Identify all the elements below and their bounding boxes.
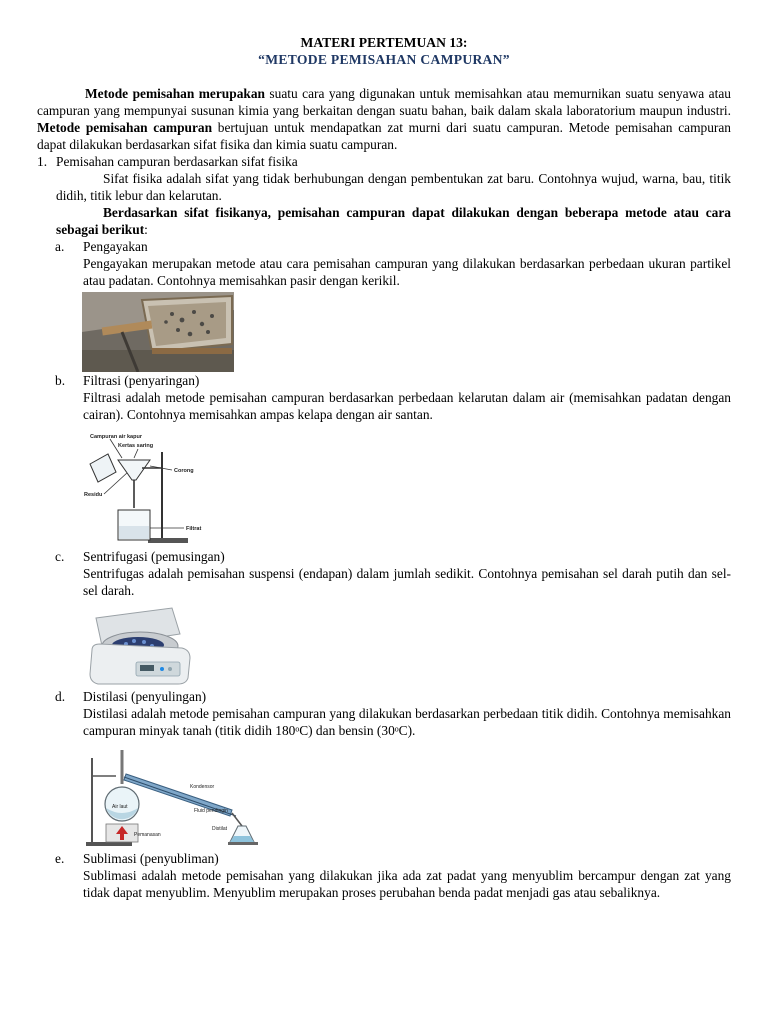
method-item-a [55,238,731,255]
centrifuge-photo [82,604,196,688]
method-name: Pengayakan [83,239,148,254]
label-residue: Residu [84,492,103,498]
label-funnel: Corong [174,468,194,474]
page-title: MATERI PERTEMUAN 13: [300,35,468,50]
section-1-lead-bold: Berdasarkan sifat fisikanya, pemisahan campuran dapat dilakukan dengan beberapa metode atau cara sebagai berikut [56,205,731,237]
method-item-c [55,548,731,565]
method-letter: b. [55,373,66,388]
method-letter: c. [55,549,65,564]
intro-text-1: suatu cara yang digunakan untuk memisahkan atau memurnikan suatu senyawa atau campuran yang mempunyai susunan kimia yang berkaitan dengan suatu bahan, baik dalam skala laboratorium maupun industri. [37,86,731,118]
method-letter: d. [55,689,66,704]
filtration-diagram [82,428,218,548]
method-description: Pengayakan merupakan metode atau cara pemisahan campuran yang dilakukan berdasarkan perbedaan ukuran partikel atau padatan. Contohnya memisahkan pasir dengan kerikil. [83,256,731,288]
section-1-lead [37,204,731,238]
intro-bold-2: Metode pemisahan campuran [37,120,213,135]
label-filtrate: Filtrat [186,526,202,532]
method-name: Distilasi (penyulingan) [83,689,207,704]
method-description: Sentrifugas adalah pemisahan suspensi (endapan) dalam jumlah sedikit. Contohnya pemisahan sel darah putih dan sel-sel darah. [83,566,731,598]
label-seawater: Air laut [112,804,128,810]
method-name: Filtrasi (penyaringan) [83,373,200,388]
section-1-lead-colon: : [144,222,148,237]
distillation-diagram [82,746,270,848]
intro-bold-1: Metode pemisahan merupakan [85,86,265,101]
label-mixture: Campuran air kapur [90,434,142,440]
section-1-number: 1. [37,154,48,169]
page-subtitle: “METODE PEMISAHAN CAMPURAN” [258,52,510,67]
section-1-title: Pemisahan campuran berdasarkan sifat fisika [56,154,298,169]
method-name: Sentrifugasi (pemusingan) [83,549,225,564]
method-description: Filtrasi adalah metode pemisahan campuran berdasarkan perbedaan kelarutan dalam air (memisahkan padatan dengan cairan). Contohnya memisahkan ampas kelapa dengan air santan. [83,390,731,422]
method-description: Distilasi adalah metode pemisahan campuran yang dilakukan berdasarkan perbedaan titik didih. Contohnya memisahkan campuran minyak tanah (titik didih 180ᵒC) dan bensin (30ᵒC). [83,706,731,738]
label-distillate: Distilat [212,826,228,832]
label-heating: Pemanasan [134,832,161,838]
intro-paragraph [37,85,731,153]
method-item-b [55,372,731,389]
method-item-e [55,850,731,867]
method-description: Sublimasi adalah metode pemisahan yang dilakukan jika ada zat padat yang menyublim bercampur dengan zat yang tidak dapat menyublim. Menyublim merupakan proses perubahan benda padat menjadi gas atau sebaliknya. [83,868,731,900]
intro-text-2: bertujuan untuk mendapatkan zat murni dari suatu campuran. Metode pemisahan campuran dapat dilakukan berdasarkan sifat fisika dan kimia suatu campuran. [37,120,731,152]
section-1-heading [37,153,731,170]
method-letter: a. [55,239,65,254]
section-1-description: Sifat fisika adalah sifat yang tidak berhubungan dengan pembentukan zat baru. Contohnya wujud, warna, bau, titik didih, titik lebur dan kelarutan. [56,171,731,203]
sieve-photo [82,292,234,372]
label-coolant: Fluid pendingin [194,808,228,814]
method-letter: e. [55,851,65,866]
label-filter-paper: Kertas saring [118,443,154,449]
label-condenser: Kondensor [190,784,215,790]
method-name: Sublimasi (penyubliman) [83,851,219,866]
method-item-d [55,688,731,705]
